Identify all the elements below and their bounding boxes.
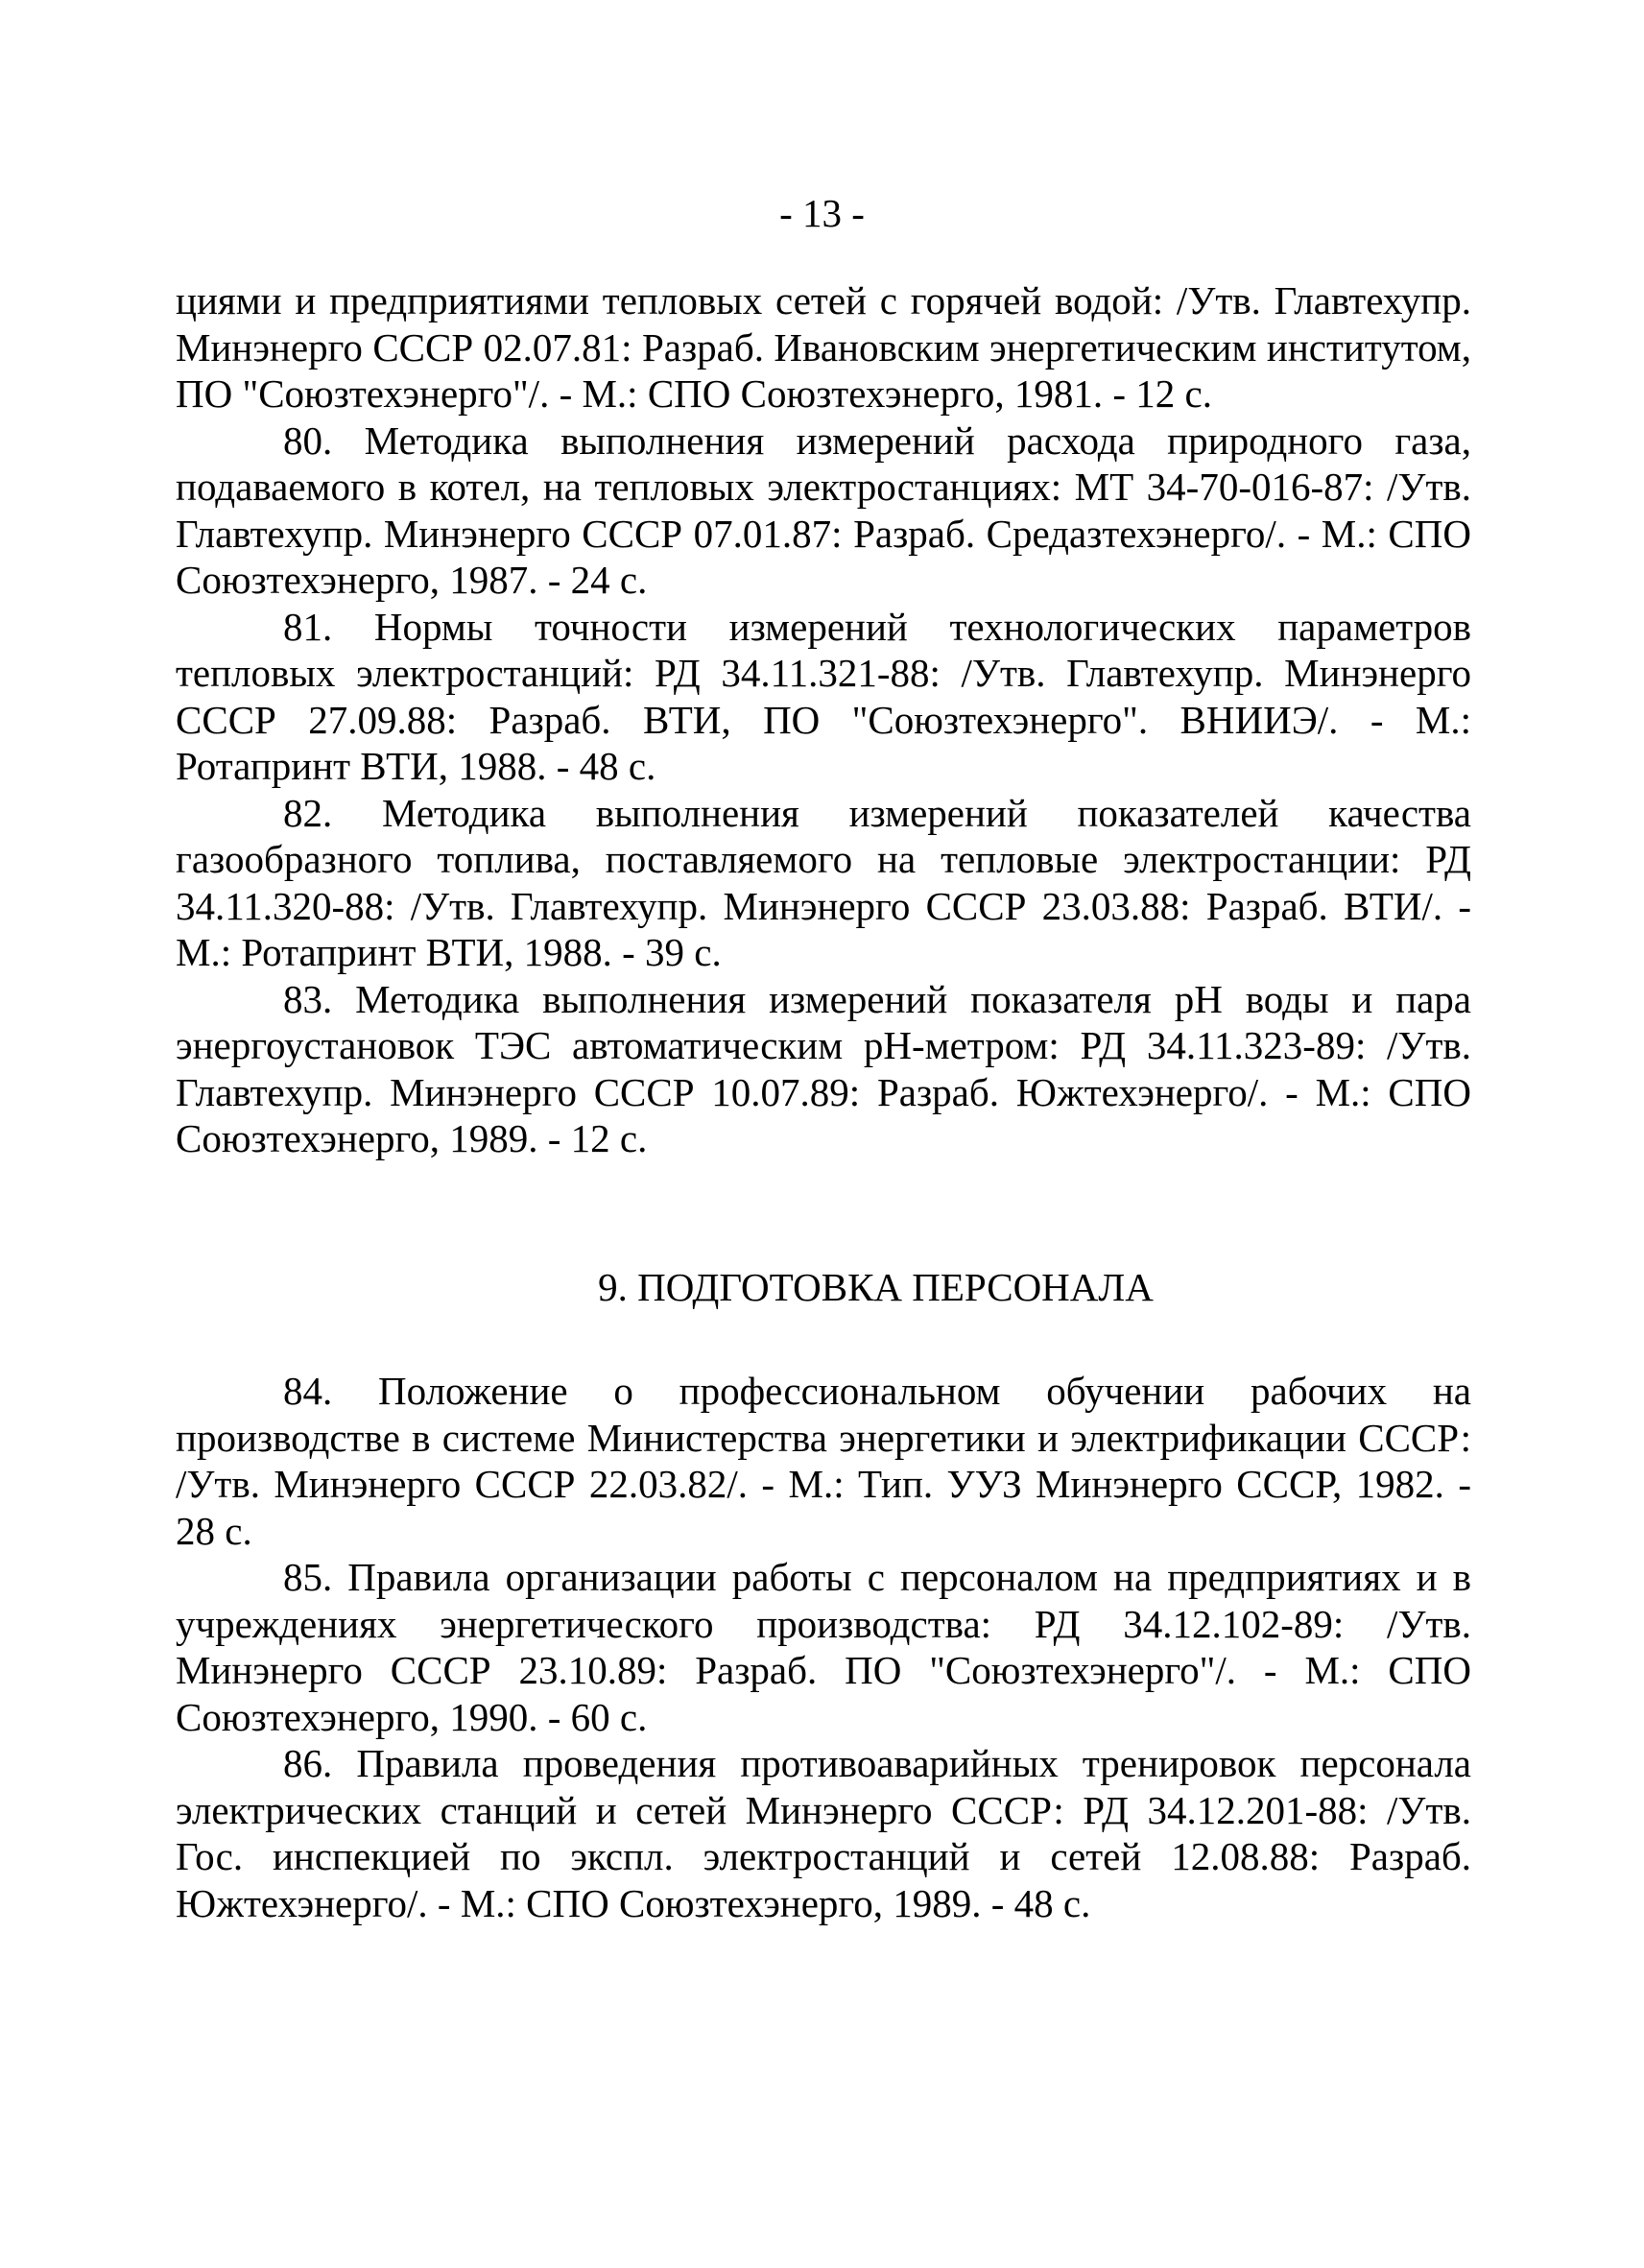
- section-heading: 9. ПОДГОТОВКА ПЕРСОНАЛА: [598, 1265, 1154, 1309]
- reference-entry-84: 84. Положение о профессиональном обучении рабочих на производстве в системе Министерства энергетики и электрификации СССР: /Утв. Минэнерго СССР 22.03.82/. - М.: Тип. УУЗ Минэнерго СССР, 1982. - 28 с.: [176, 1369, 1471, 1553]
- references-list-top: [176, 277, 1471, 1162]
- reference-entry-85: 85. Правила организации работы с персоналом на предприятиях и в учреждениях энергетического производства: РД 34.12.102-89: /Утв. Минэнерго СССР 23.10.89: Разраб. ПО "Союзтехэнерго"/. - М.: СПО Союзтехэнерго, 1990. - 60 с.: [176, 1555, 1471, 1739]
- reference-entry-83: 83. Методика выполнения измерений показателя pH воды и пара энергоустановок ТЭС автоматическим pH-метром: РД 34.11.323-89: /Утв. Главтехупр. Минэнерго СССР 10.07.89: Разраб. Южтехэнерго/. - М.: СПО Союзтехэнерго, 1989. - 12 с.: [176, 976, 1471, 1160]
- reference-entry-86: 86. Правила проведения противоаварийных тренировок персонала электрических станций и сетей Минэнерго СССР: РД 34.12.201-88: /Утв. Гос. инспекцией по экспл. электростанций и сетей 12.08.88: Разраб. Южтехэнерго/. - М.: СПО Союзтехэнерго, 1989. - 48 с.: [176, 1741, 1471, 1925]
- reference-entry-82: 82. Методика выполнения измерений показателей качества газообразного топлива, поставляемого на тепловые электростанции: РД 34.11.320-88: /Утв. Главтехупр. Минэнерго СССР 23.03.88: Разраб. ВТИ/. - М.: Ротапринт ВТИ, 1988. - 39 с.: [176, 790, 1471, 974]
- reference-entry-80: 80. Методика выполнения измерений расхода природного газа, подаваемого в котел, на тепловых электростанциях: МТ 34-70-016-87: /Утв. Главтехупр. Минэнерго СССР 07.01.87: Разраб. Средазтехэнерго/. - М.: СПО Союзтехэнерго, 1987. - 24 с.: [176, 418, 1471, 602]
- reference-entry-81: 81. Нормы точности измерений технологических параметров тепловых электростанций: РД 34.11.321-88: /Утв. Главтехупр. Минэнерго СССР 27.09.88: Разраб. ВТИ, ПО "Союзтехэнерго". ВНИИЭ/. - М.: Ротапринт ВТИ, 1988. - 48 с.: [176, 604, 1471, 788]
- reference-continuation: циями и предприятиями тепловых сетей с горячей водой: /Утв. Главтехупр. Минэнерго СССР 02.07.81: Разраб. Ивановским энергетическим институтом, ПО "Союзтехэнерго"/. - М.: СПО Союзтехэнерго, 1981. - 12 с.: [176, 278, 1471, 416]
- page-number: - 13 -: [779, 191, 865, 235]
- references-list-bottom: [176, 1368, 1471, 1926]
